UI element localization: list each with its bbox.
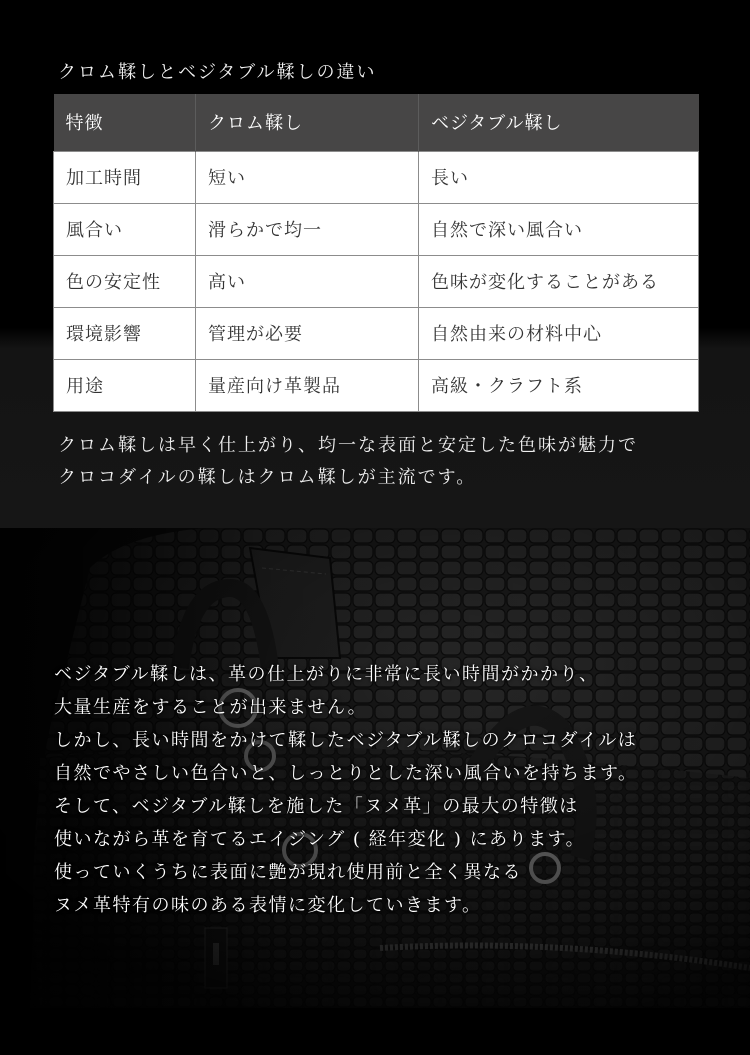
header-vegetable-tanning: ベジタブル鞣し xyxy=(419,94,699,151)
description-line: 自然でやさしい色合いと、しっとりとした深い風合いを持ちます。 xyxy=(54,763,638,784)
table-cell: 高い xyxy=(196,255,419,307)
description-line: 使いながら革を育てるエイジング ( 経年変化 ) にあります。 xyxy=(54,829,586,850)
table-cell: 短い xyxy=(196,151,419,203)
description-line: しかし、長い時間をかけて鞣したベジタブル鞣しのクロコダイルは xyxy=(54,730,638,751)
description-line: 使っていくうちに表面に艶が現れ使用前と全く異なる xyxy=(54,862,522,883)
table-cell: 用途 xyxy=(54,359,196,411)
description-line: そして、ベジタブル鞣しを施した「ヌメ革」の最大の特徴は xyxy=(54,796,579,817)
table-cell: 量産向け革製品 xyxy=(196,359,419,411)
table-row xyxy=(54,307,699,359)
table-cell: 高級・クラフト系 xyxy=(419,359,699,411)
table-cell: 色の安定性 xyxy=(54,255,196,307)
header-feature: 特徴 xyxy=(54,94,196,151)
note-line: クロム鞣しは早く仕上がり、均一な表面と安定した色味が魅力で xyxy=(58,435,638,456)
table-cell: 色味が変化することがある xyxy=(419,255,699,307)
note-line: クロコダイルの鞣しはクロム鞣しが主流です。 xyxy=(58,467,477,488)
table-row xyxy=(54,359,699,411)
description-line: ヌメ革特有の味のある表情に変化していきます。 xyxy=(54,895,482,916)
table-row xyxy=(54,255,699,307)
header-chrome-tanning: クロム鞣し xyxy=(196,94,419,151)
table-cell: 管理が必要 xyxy=(196,307,419,359)
table-cell: 自然由来の材料中心 xyxy=(419,307,699,359)
comparison-table xyxy=(53,94,699,412)
bottom-strip xyxy=(0,1008,750,1055)
table-header-row xyxy=(54,94,699,151)
vegetable-tanning-description xyxy=(54,658,638,922)
table-cell: 環境影響 xyxy=(54,307,196,359)
table-row xyxy=(54,203,699,255)
description-line: 大量生産をすることが出来ません。 xyxy=(54,697,368,718)
table-cell: 長い xyxy=(419,151,699,203)
table-cell: 滑らかで均一 xyxy=(196,203,419,255)
table-cell: 加工時間 xyxy=(54,151,196,203)
table-cell: 自然で深い風合い xyxy=(419,203,699,255)
chrome-tanning-note xyxy=(58,430,638,494)
table-cell: 風合い xyxy=(54,203,196,255)
section-title: クロム鞣しとベジタブル鞣しの違い xyxy=(58,62,377,83)
description-line: ベジタブル鞣しは、革の仕上がりに非常に長い時間がかかり、 xyxy=(54,664,599,685)
table-row xyxy=(54,151,699,203)
